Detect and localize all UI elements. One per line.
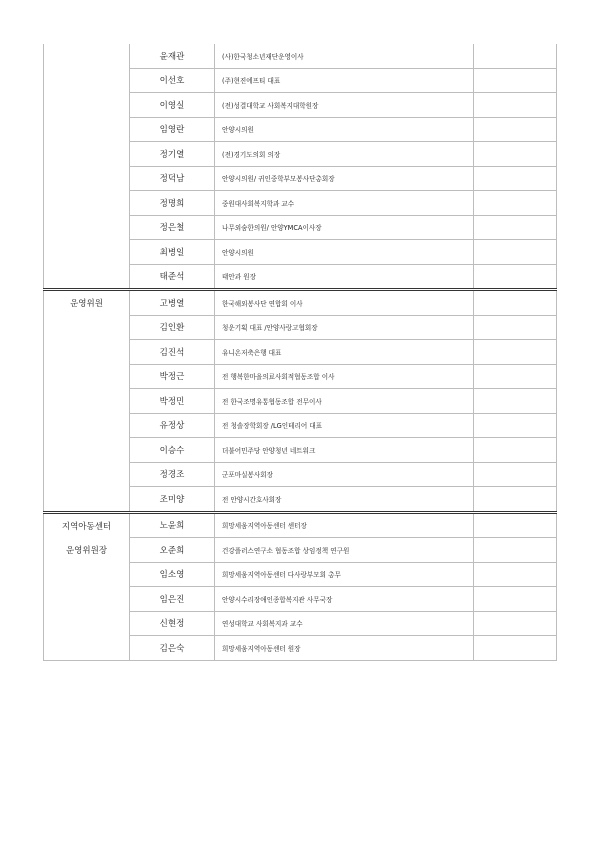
member-affiliation: 희망세움지역아동센터 다사랑부모회 총무 [215, 562, 474, 587]
member-remark [474, 117, 557, 142]
member-affiliation: 더불어민주당 안양청년 네트워크 [215, 438, 474, 463]
member-affiliation: 안양시의원 [215, 240, 474, 265]
member-affiliation: 안양시의원/ 귀인중학부모봉사단총회장 [215, 166, 474, 191]
group-label [44, 315, 130, 340]
member-name: 김은숙 [130, 636, 215, 661]
member-remark [474, 340, 557, 365]
member-remark [474, 438, 557, 463]
member-name: 정기열 [130, 142, 215, 167]
member-affiliation: 안양시수리장애인종합복지관 사무국장 [215, 587, 474, 612]
group-label [44, 166, 130, 191]
member-name: 박정근 [130, 364, 215, 389]
member-name: 이선호 [130, 68, 215, 93]
member-remark [474, 389, 557, 414]
member-remark [474, 562, 557, 587]
member-name: 이승수 [130, 438, 215, 463]
roster-row [44, 191, 557, 216]
member-remark [474, 636, 557, 661]
member-name: 정덕남 [130, 166, 215, 191]
committee-roster-table [43, 44, 557, 661]
roster-row [44, 512, 557, 538]
group-label: 운영위원장 [44, 538, 130, 563]
roster-body [44, 44, 557, 660]
member-name: 김인환 [130, 315, 215, 340]
group-label [44, 462, 130, 487]
roster-row [44, 166, 557, 191]
roster-row [44, 315, 557, 340]
roster-row [44, 562, 557, 587]
member-affiliation: 희망세움지역아동센터 원장 [215, 636, 474, 661]
member-remark [474, 611, 557, 636]
member-remark [474, 166, 557, 191]
member-name: 김진석 [130, 340, 215, 365]
member-name: 정은철 [130, 215, 215, 240]
group-label [44, 44, 130, 68]
member-remark [474, 487, 557, 513]
member-affiliation: 건강플러스연구소 협동조합 상임정책 연구원 [215, 538, 474, 563]
member-remark [474, 413, 557, 438]
member-remark [474, 93, 557, 118]
member-remark [474, 191, 557, 216]
member-name: 신현정 [130, 611, 215, 636]
member-remark [474, 68, 557, 93]
group-label [44, 215, 130, 240]
group-label: 운영위원 [44, 290, 130, 316]
group-label [44, 587, 130, 612]
member-affiliation: 유니온저축은행 대표 [215, 340, 474, 365]
roster-row [44, 93, 557, 118]
member-name: 오준희 [130, 538, 215, 563]
member-remark [474, 315, 557, 340]
member-name: 태준석 [130, 264, 215, 290]
group-label [44, 117, 130, 142]
roster-row [44, 340, 557, 365]
group-label [44, 240, 130, 265]
member-affiliation: 한국해외봉사단 연합회 이사 [215, 290, 474, 316]
roster-row [44, 44, 557, 68]
member-remark [474, 290, 557, 316]
roster-row [44, 438, 557, 463]
roster-row [44, 538, 557, 563]
member-affiliation: 청운기획 대표 /안양사랑고협회장 [215, 315, 474, 340]
roster-row [44, 290, 557, 316]
group-label [44, 93, 130, 118]
member-affiliation: 군포마실봉사회장 [215, 462, 474, 487]
member-affiliation: 중원대사회복지학과 교수 [215, 191, 474, 216]
member-affiliation: 안양시의원 [215, 117, 474, 142]
roster-row [44, 364, 557, 389]
member-affiliation: 전 안양시간호사회장 [215, 487, 474, 513]
member-name: 유정상 [130, 413, 215, 438]
member-affiliation: 전 청솔장학회장 /LG인테리어 대표 [215, 413, 474, 438]
group-label: 지역아동센터 [44, 512, 130, 538]
roster-row [44, 611, 557, 636]
member-affiliation: 나무외숨한의원/ 안양YMCA이사장 [215, 215, 474, 240]
member-name: 정경조 [130, 462, 215, 487]
roster-row [44, 587, 557, 612]
member-affiliation: 희망세움지역아동센터 센터장 [215, 512, 474, 538]
member-remark [474, 240, 557, 265]
member-affiliation: (주)현진에프티 대표 [215, 68, 474, 93]
member-name: 임영란 [130, 117, 215, 142]
group-label [44, 438, 130, 463]
roster-row [44, 413, 557, 438]
group-label [44, 191, 130, 216]
member-name: 최병일 [130, 240, 215, 265]
roster-row [44, 240, 557, 265]
roster-row [44, 215, 557, 240]
member-name: 고병열 [130, 290, 215, 316]
group-label [44, 364, 130, 389]
group-label [44, 487, 130, 513]
member-affiliation: (사)한국청소년재단운영이사 [215, 44, 474, 68]
member-remark [474, 142, 557, 167]
roster-row [44, 264, 557, 290]
member-affiliation: 연성대학교 사회복지과 교수 [215, 611, 474, 636]
roster-row [44, 487, 557, 513]
roster-row [44, 68, 557, 93]
member-remark [474, 587, 557, 612]
roster-row [44, 117, 557, 142]
group-label [44, 413, 130, 438]
member-remark [474, 364, 557, 389]
roster-row [44, 636, 557, 661]
member-remark [474, 264, 557, 290]
member-name: 임소영 [130, 562, 215, 587]
member-name: 박정민 [130, 389, 215, 414]
member-affiliation: 태안과 원장 [215, 264, 474, 290]
member-remark [474, 215, 557, 240]
member-name: 임은진 [130, 587, 215, 612]
roster-row [44, 462, 557, 487]
group-label [44, 636, 130, 661]
member-affiliation: 전 행복한마을의료사회적협동조합 이사 [215, 364, 474, 389]
roster-row [44, 389, 557, 414]
group-label [44, 611, 130, 636]
member-affiliation: (전)성결대학교 사회복지대학원장 [215, 93, 474, 118]
member-remark [474, 44, 557, 68]
member-name: 정명희 [130, 191, 215, 216]
group-label [44, 142, 130, 167]
member-remark [474, 462, 557, 487]
member-name: 이영실 [130, 93, 215, 118]
group-label [44, 389, 130, 414]
member-name: 조미양 [130, 487, 215, 513]
member-remark [474, 512, 557, 538]
member-name: 윤재관 [130, 44, 215, 68]
group-label [44, 340, 130, 365]
member-remark [474, 538, 557, 563]
member-affiliation: (전)경기도의회 의장 [215, 142, 474, 167]
group-label [44, 264, 130, 290]
group-label [44, 68, 130, 93]
group-label [44, 562, 130, 587]
member-affiliation: 전 한국조명유통협동조합 전무이사 [215, 389, 474, 414]
member-name: 노윤희 [130, 512, 215, 538]
roster-row [44, 142, 557, 167]
